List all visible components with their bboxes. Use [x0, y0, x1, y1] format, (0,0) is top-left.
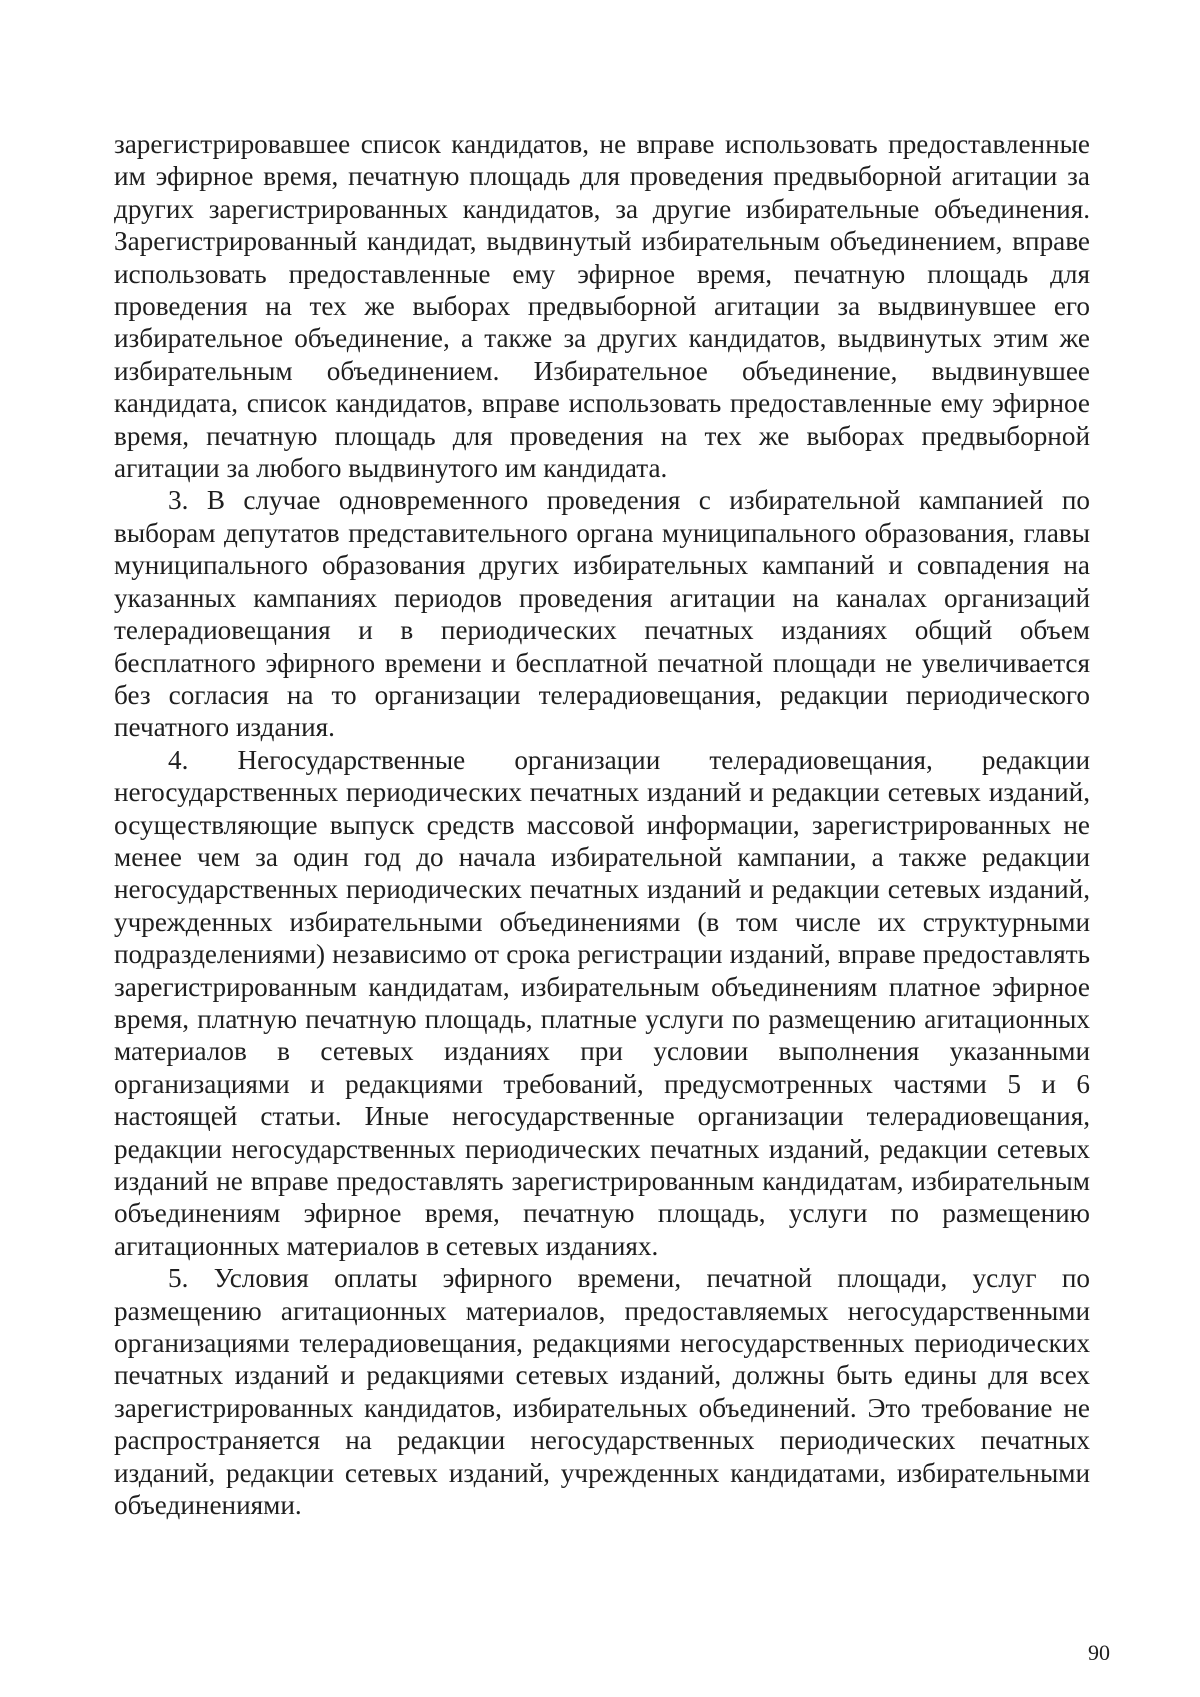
paragraph-item-4: 4. Негосударственные организации телерадиовещания, редакции негосударственных периодических печатных изданий и редакции сетевых изданий, осуществляющие выпуск средств массовой информации, зарегистрированных не менее чем за один год до начала избирательной кампании, а также редакции негосударственных периодических печатных изданий и редакции сетевых изданий, учрежденных избирательными объединениями (в том числе их структурными подразделениями) независимо от срока регистрации изданий, вправе предоставлять зарегистрированным кандидатам, избирательным объединениям платное эфирное время, платную печатную площадь, платные услуги по размещению агитационных материалов в сетевых изданиях при условии выполнения указанными организациями и редакциями требований, предусмотренных частями 5 и 6 настоящей статьи. Иные негосударственные организации телерадиовещания, редакции негосударственных периодических печатных изданий, редакции сетевых изданий не вправе предоставлять зарегистрированным кандидатам, избирательным объединениям эфирное время, печатную площадь, услуги по размещению агитационных материалов в сетевых изданиях.: [114, 744, 1090, 1261]
paragraph-item-5: 5. Условия оплаты эфирного времени, печатной площади, услуг по размещению агитационных материалов, предоставляемых негосударственными организациями телерадиовещания, редакциями негосударственных периодических печатных изданий и редакциями сетевых изданий, должны быть едины для всех зарегистрированных кандидатов, избирательных объединений. Это требование не распространяется на редакции негосударственных периодических печатных изданий, редакции сетевых изданий, учрежденных кандидатами, избирательными объединениями.: [114, 1263, 1090, 1521]
page-number: 90: [1088, 1640, 1110, 1665]
paragraph-continuation: зарегистрировавшее список кандидатов, не вправе использовать предоставленные им эфирное время, печатную площадь для проведения предвыборной агитации за других зарегистрированных кандидатов, за другие избирательные объединения. Зарегистрированный кандидат, выдвинутый избирательным объединением, вправе использовать предоставленные ему эфирное время, печатную площадь для проведения на тех же выборах предвыборной агитации за выдвинувшее его избирательное объединение, а также за других кандидатов, выдвинутых этим же избирательным объединением. Избирательное объединение, выдвинувшее кандидата, список кандидатов, вправе использовать предоставленные ему эфирное время, печатную площадь для проведения на тех же выборах предвыборной агитации за любого выдвинутого им кандидата.: [114, 129, 1090, 484]
paragraph-item-3: 3. В случае одновременного проведения с избирательной кампанией по выборам депутатов представительного органа муниципального образования, главы муниципального образования других избирательных кампаний и совпадения на указанных кампаниях периодов проведения агитации на каналах организаций телерадиовещания и в периодических печатных изданиях общий объем бесплатного эфирного времени и бесплатной печатной площади не увеличивается без согласия на то организации телерадиовещания, редакции периодического печатного издания.: [114, 485, 1090, 743]
document-body: [114, 128, 1090, 1521]
